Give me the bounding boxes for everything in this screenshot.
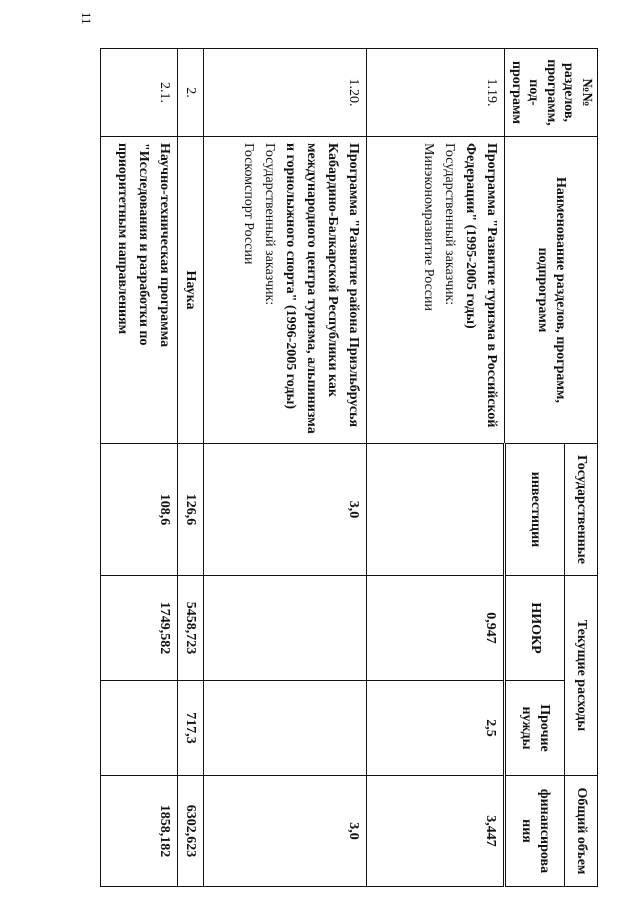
row-number: 1.20. (204, 49, 367, 137)
cell-niokr: 5458,723 (178, 576, 204, 681)
program-title: Программа "Развитие туризма в Российской Федерации" (1995-2005 годы) (463, 143, 500, 428)
row-name (367, 137, 505, 444)
row-name: Научно-техническая программа "Исследования и разработки по приоритетным направлениям (101, 137, 178, 444)
row-number: 2. (178, 49, 204, 137)
table-row (367, 49, 505, 887)
cell-total: 3,447 (367, 776, 505, 887)
page-number: 11 (79, 12, 94, 25)
table-row (178, 49, 204, 887)
table-row (204, 49, 367, 887)
section-title: Наука (178, 137, 204, 444)
cell-total: 3,0 (204, 776, 367, 887)
cell-gov: 126,6 (178, 444, 204, 576)
header-total: Общий объем (565, 776, 598, 887)
budget-table (101, 48, 599, 887)
customer-name: Госкомспорт России (241, 143, 257, 265)
row-name (204, 137, 367, 444)
cell-gov: 108,6 (101, 444, 178, 576)
cell-other (101, 681, 178, 776)
customer-label: Государственный заказчик: (262, 143, 278, 306)
cell-niokr (204, 576, 367, 681)
program-title: Программа "Развитие района Приэльбрусья Кабардино-Балкарской Республики как международного центра туризма, альпинизма и горнолыжного спорта" (1996-2005 годы) (283, 143, 362, 434)
header-name: Наименование разделов, программ, подпрограмм (505, 137, 598, 444)
header-other-needs: Прочие нужды (505, 681, 565, 776)
header-gov-investments: Государственные (565, 444, 598, 576)
header-number: №№ разделов, программ, под-программ (505, 49, 598, 137)
header-investments-sub: инвестиции (505, 444, 565, 576)
cell-niokr: 0,947 (367, 576, 505, 681)
cell-other (204, 681, 367, 776)
cell-gov (367, 444, 505, 576)
customer-name: Минэкономразвитие России (421, 143, 437, 311)
cell-other: 2,5 (367, 681, 505, 776)
table-row (101, 49, 178, 887)
cell-total: 1858,182 (101, 776, 178, 887)
cell-total: 6302,623 (178, 776, 204, 887)
header-financing: финансирова ния (505, 776, 565, 887)
customer-label: Государственный заказчик: (442, 143, 458, 306)
header-current-expenses: Текущие расходы (565, 576, 598, 776)
row-number: 2.1. (101, 49, 178, 137)
row-number: 1.19. (367, 49, 505, 137)
cell-gov: 3,0 (204, 444, 367, 576)
cell-other: 717,3 (178, 681, 204, 776)
header-niokr: НИОКР (505, 576, 565, 681)
cell-niokr: 1749,582 (101, 576, 178, 681)
